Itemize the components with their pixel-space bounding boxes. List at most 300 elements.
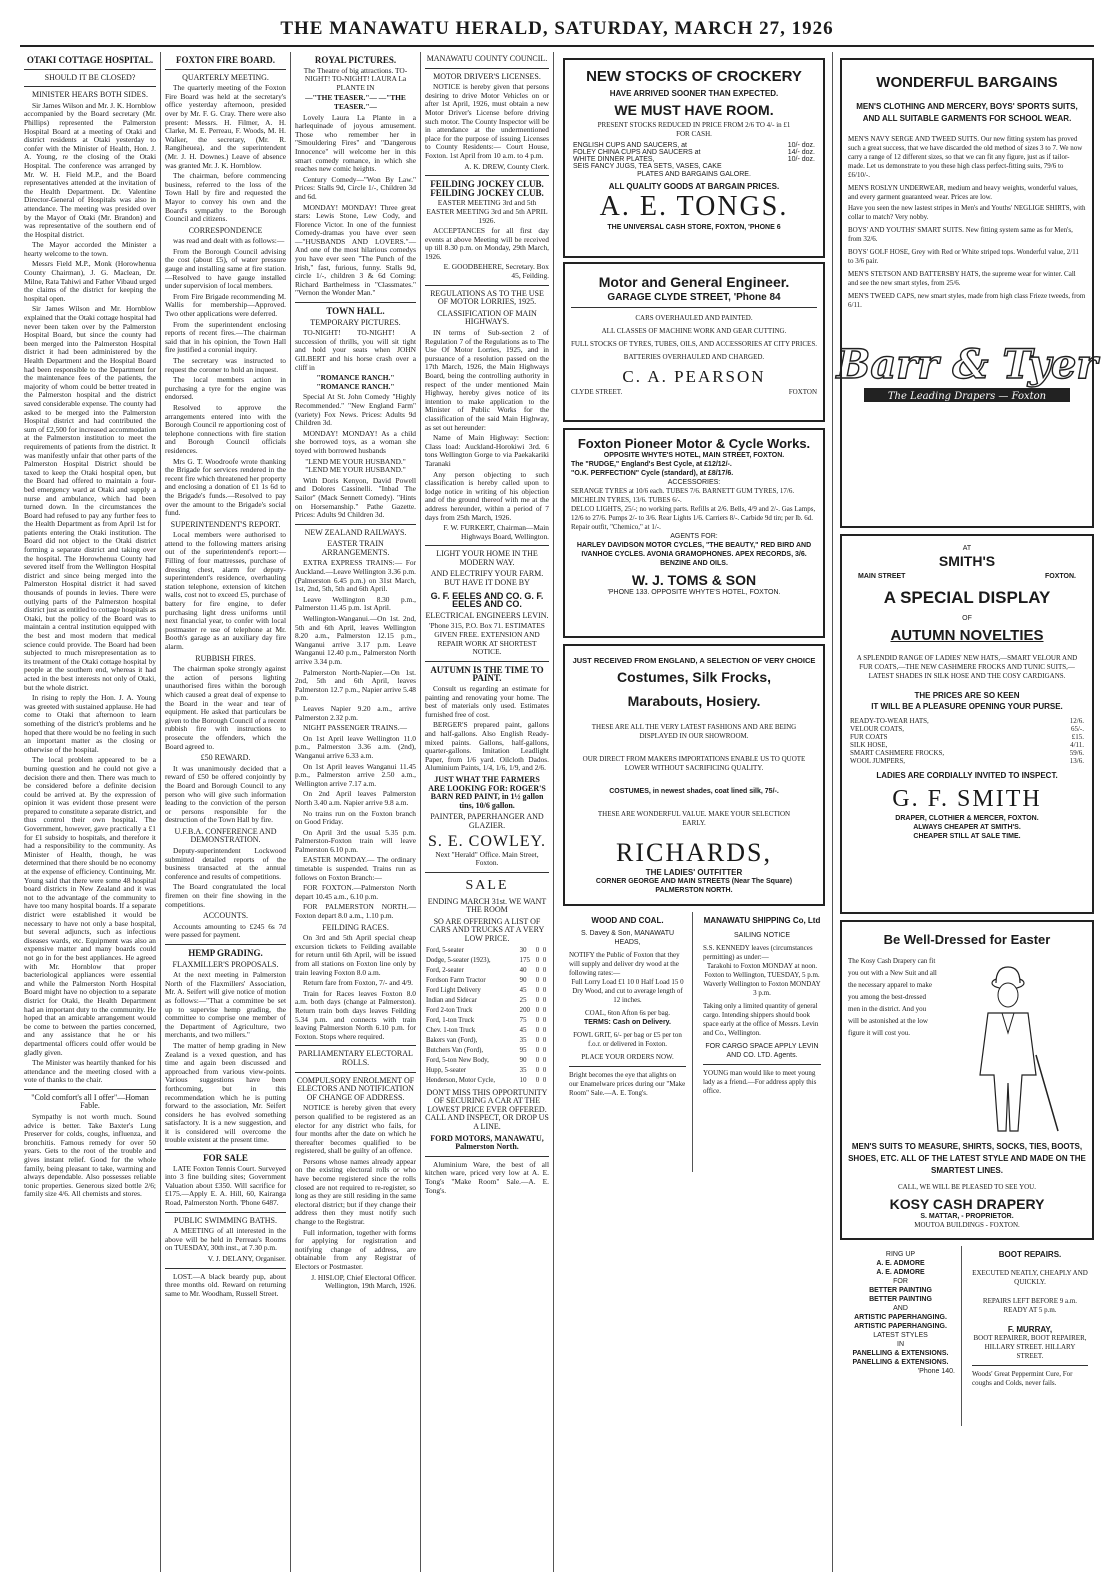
paragraph: FOR PALMERSTON NORTH.—Foxton depart 8.0 a.m., 1.10 p.m. <box>295 902 416 921</box>
ad-text: FULL STOCKS OF TYRES, TUBES, OILS, AND ACCESSORIES AT CITY PRICES. <box>571 340 817 348</box>
item-name: Bakers van (Ford), <box>426 1036 478 1044</box>
ad-text: MEN'S NAVY SERGE AND TWEED SUITS. Our new fitting system has proved such a great success, that we have discarded the old method of sizes 3 to 7. We now carry a range of 12 different sizes, so that we can fit any figure, just as if tailor-made. Let us demonstrate to you these high class perfect-fitting suits, 79/6 to £6/10/-. <box>848 135 1083 179</box>
ad-footer: S. MATTAR, - PROPRIETOR. <box>920 1213 1014 1220</box>
ad-text: HARLEY DAVIDSON MOTOR CYCLES, "THE BEAUTY," RED BIRD AND IVANHOE CYCLES. AVONIA GRAMOPHONES. APEX RECORDS, 3/6. BENZINE AND OILS. <box>576 542 812 567</box>
ad-text: 'Phone 315, P.O. Box 71. ESTIMATES GIVEN FREE. EXTENSION AND REPAIR WORK AT SHORTEST NOTICE. <box>429 621 545 657</box>
ad-heading: A SPECIAL DISPLAY <box>883 588 1051 607</box>
paragraph: EXTRA EXPRESS TRAINS:— For Auckland.—Leave Wellington 3.36 p.m. (Palmerston 6.45 p.m.) on 31st March, 1st, 2nd, 5th, 5th and 6th April. <box>295 558 416 594</box>
ad-text: FOWL GRIT, 6/- per bag or £5 per ton f.o.r. or delivered in Foxton. <box>573 1031 682 1048</box>
article-subtitle: CLASSIFICATION OF MAIN HIGHWAYS. <box>437 308 537 327</box>
paragraph: NIGHT PASSENGER TRAINS.— <box>303 723 407 733</box>
article-title: FEILDING JOCKEY CLUB. FEILDING JOCKEY CLUB. <box>430 179 544 198</box>
section-heading: U.F.B.A. CONFERENCE AND DEMONSTRATION. <box>174 826 277 845</box>
ad-name: RICHARDS, <box>616 838 772 867</box>
item-price: 45 <box>519 1026 527 1034</box>
ad-heading: AUTUMN NOVELTIES <box>890 627 1044 644</box>
paragraph: The chairman, before commencing business, referred to the loss of the Town Hall by fire and requested the Mayor to convey his own and the Board's sympathy to the Borough Council and citizens. <box>165 171 286 224</box>
item-price: 14/- doz. <box>787 149 815 156</box>
paragraph: From Fire Brigade recommending M. Wallis for membership—Approved. Two other applications were deferred. <box>165 291 286 319</box>
item-name: WOOL JUMPERS, <box>850 757 905 765</box>
car-row <box>425 1036 549 1046</box>
item-price: 0 <box>535 1026 540 1034</box>
ad-text: Have you seen the new lastest stripes in Men's and Youths' NEGLIGE SHIRTS, with collar to match? Very nobby. <box>848 204 1086 221</box>
section-heading: FEILDING RACES. <box>322 922 389 932</box>
paragraph: The quarterly meeting of the Foxton Fire Board was held at the secretary's office yesterday afternoon, presided over by Mr. F. G. Cray. There were also present: Messrs. H. Filmer, A. H. Clarke, M. E. Perreau, F. Woods, M. H. Walker, the secretary, (Mr. R. Rangiheuea), and the superintendent (Mr. J. H. Downes.) Leave of absence was granted Mr. J. K. Hornblow. <box>165 83 286 170</box>
logo-lettering: Barr & Tyer <box>836 341 1098 388</box>
item-price: 0 <box>542 1076 547 1084</box>
article-subtitle: FLAXMILLER'S PROPOSALS. <box>172 959 279 969</box>
item-price: 0 <box>535 1076 540 1084</box>
car-row <box>425 1076 549 1086</box>
paragraph: Wellington-Wanganui.—On 1st. 2nd, 5th and 6th April, leaves Wellington 8.20 a.m., Palmerston 12.15 p.m., Wanganui arrive 3.17 p.m. Leave Wanganui 12.40 p.m., Palmerston North arrive 3.34 p.m. <box>295 614 416 666</box>
paragraph: Sir James Wilson and Mr. Hornblow explained that the Otaki cottage hospital had never been taken over by the Palmerston Hospital Board, but since the county had been merged into the Palmerston Hospital district it had been administered by the Health Department and the Hospital Board had been responsible to the Department for the maintenance fees of the patients, the majority of whom could be better treated in the Palmerston hospital and the district saved considerable expense. The county had asked to be merged into the Palmerston Hospital district and had contributed the sum of £2,500 for increased accommodation at the Palmerston institution to meet the requirements of patients from the district. It was manifestly unfair that other parts of the Palmerston Hospital District should be taxed to keep the Otaki hospital open, but the Board had offered to maintain a four-bed emergency ward at Otaki and supply a nurse and ambulance, which had been turned down. In the circumstances the Board had refused to pay any further fees to the Health Department as from April 1st for patients entering the Otaki institution. The Board did not object to the Otaki district forming a separate district and taking over the hospital. The Horowhenua County had severed itself from the Wellington Hospital district and since being merged into the Palmerston Hospital district it had saved thousands of pounds in levies. There were outlying parts of the Palmerston hospital district just as entitled to cottage hospitals as Otaki, but the policy of the Board was to maintain a central institution equipped with the best and most modern that medical science could provide. The Board had been subjected to much misrepresentation as to its treatment of the Otaki cottage hospital by people at the southern end, whereas it had acted in the best interests not only of Otaki, but the whole district. <box>24 304 156 692</box>
ad-text: PANELLING & EXTENSIONS. <box>852 1350 949 1357</box>
item-name: Ford, 5-ton New Body, <box>426 1056 489 1064</box>
ad-name: SALE <box>465 877 509 893</box>
ad-text: BERGER'S prepared paint, gallons and half-gallons. Also English Ready-mixed paints. Gallons, half-gallons, quarter-gallons. Imitation Leadlight Paper, from 1/6 yard. Oilcloth Dados. Aluminium Paints, 1/4, 1/6, 1/9, and 2/6. <box>425 720 549 773</box>
ad-text: Dry Wood, and cut to average length of 12 inches. <box>572 987 683 1004</box>
item-price: 65/-. <box>1070 725 1084 733</box>
ad-text: OUR DIRECT FROM MAKERS IMPORTATIONS ENABLE US TO QUOTE LOWER WITHOUT SACRIFICING QUALITY. <box>582 755 806 772</box>
item-price: £15. <box>1071 733 1084 741</box>
ad-subtitle: THE LADIES' OUTFITTER <box>645 868 743 877</box>
section-heading: ACCOUNTS. <box>202 911 249 921</box>
paragraph: In rising to reply the Hon. J. A. Young was greeted with sustained applause. He had come to Otaki that afternoon to learn something of the district's problems and he hoped that there would be no feeling in such an important matter as the closing or otherwise of the hospital. <box>24 693 156 754</box>
ad-text: ALL CLASSES OF MACHINE WORK AND GEAR CUTTING. <box>601 327 787 335</box>
item-price: 0 <box>542 1036 547 1044</box>
ad-name: A. E. TONGS. <box>599 191 789 222</box>
ad-name: S. E. COWLEY. <box>427 832 547 850</box>
ad-text: THESE ARE ALL THE VERY LATEST FASHIONS AND ARE BEING DISPLAYED IN OUR SHOWROOM. <box>591 723 797 740</box>
section-heading: CORRESPONDENCE <box>188 225 263 235</box>
ad-heading: WONDERFUL BARGAINS <box>876 74 1058 91</box>
ad-text: Waverly Wellington to Foxton MONDAY 3 p.m. <box>703 980 821 997</box>
item-name: READY-TO-WEAR HATS, <box>850 717 929 725</box>
ad-text: ACCESSORIES: <box>667 479 721 486</box>
column-notices <box>425 52 549 1577</box>
gentleman-illustration <box>938 955 1078 1135</box>
item-name: SILK HOSE, <box>850 741 888 749</box>
ad-heading: ENDING MARCH 31st. WE WANT THE ROOM <box>427 896 547 915</box>
paragraph: Return fare from Foxton, 7/- and 4/9. <box>303 978 414 988</box>
ad-text: AND <box>893 1305 908 1312</box>
article-title: MANAWATU COUNTY COUNCIL. <box>426 54 548 63</box>
item-name: Ford, 5-seater <box>426 946 464 954</box>
item-price: 35 <box>519 1066 527 1074</box>
ad-text: Bright becomes the eye that alights on our Enamelware prices during our "Make Room" Sale.—A. E. Tong's. <box>569 1071 686 1097</box>
ad-text: BOYS' GOLF HOSE, Grey with Red or White striped tops. Wonderful value, 2/11 to 3/6 pair. <box>848 248 1079 265</box>
barr-tyer-logo <box>836 326 1098 416</box>
item-name: Indian and Sidecar <box>426 996 477 1004</box>
column-rule <box>160 52 161 1572</box>
item-price: 0 <box>535 976 540 984</box>
ad-footer: ALWAYS CHEAPER AT SMITH'S. <box>913 824 1021 831</box>
paragraph: Local members were authorised to attend to the following matters arising out of the superintendent's report:—Filling of four mattresses, purchase of dressing chest, alarm for deputy-superintendent's residence, overhauling station telephone, extension of kitchen walls, cost not to exceed £5, purchase of battery for fire engine, to defer purchasing light dress uniforms until next financial year, to confer with local postmaster re use of telephone at Mr. Booth's garage as an auxiliary day fire alarm. <box>165 530 286 651</box>
paragraph: With Doris Kenyon, David Powell and Dolores Cassinelli. "Inbad The Sailor" (Mack Sennett Comedy). "Hints on Horsemanship." Pathe Gazette. Prices: Adults 9d Children 3d. <box>295 475 416 520</box>
ad-text: YOUNG man would like to meet young lady as a friend.—For address apply this office. <box>703 1069 817 1095</box>
item-name: SEIS FANCY JUGS, TEA SETS, VASES, CAKE <box>573 163 722 170</box>
paragraph: NOTICE is hereby given that every person qualified to be registered as an elector for any district who fails, for four months after the date on which he thereafter becomes qualified to be registered, shall be guilty of an offence. <box>295 1103 416 1156</box>
paragraph: The local members action in purchasing a tyre for the engine was endorsed. <box>165 375 286 402</box>
item-price: 0 <box>542 1046 547 1054</box>
ad-heading: HAVE ARRIVED SOONER THAN EXPECTED. <box>609 89 779 98</box>
paragraph: Deputy-superintendent Lockwood submitted detailed reports of the business transacted at the annual conference and results of competitions. <box>165 846 286 881</box>
crockery-row <box>571 149 817 156</box>
item-price: 0 <box>535 966 540 974</box>
paragraph: Persons whose names already appear on the existing electoral rolls or who have become registered since the rolls closed are not required to re-register, so long as they are still residing in the same electoral district; but if they change their address then they must notify such change to the Registrar. <box>295 1156 416 1227</box>
paragraph: It was unanimously decided that a reward of £50 be offered conjointly by the Board and Borough Council to any person who will give such information leading to the conviction of the person or persons responsible for the destruction of the Town Hall by fire. <box>165 763 286 825</box>
ad-name: C. A. PEARSON <box>622 367 766 386</box>
ad-text: IT WILL BE A PLEASURE OPENING YOUR PURSE. <box>871 702 1063 711</box>
item-price: 0 <box>535 1036 540 1044</box>
item-name: Ford Light Delivery <box>426 986 481 994</box>
item-name: Hupp, 5-seater <box>426 1066 467 1074</box>
ad-footer: CHEAPER STILL AT SALE TIME. <box>913 833 1021 840</box>
ad-text: FOR <box>893 1278 908 1285</box>
ad-shipping <box>697 912 827 1172</box>
ad-text: S.S. KENNEDY leaves (circumstances permitting) as under:— <box>703 944 813 961</box>
ad-text: BETTER PAINTING <box>869 1287 932 1294</box>
column-rule <box>290 52 291 1572</box>
paragraph: Train for Races leaves Foxton 8.0 a.m. both days (change at Palmerston). Return train both days leaves Feilding 5.34 p.m. and connects with train leaving Palmerston North 6.10 p.m. for Foxton. Stops where required. <box>295 988 416 1041</box>
article-subtitle: MINISTER HEARS BOTH SIDES. <box>31 90 148 100</box>
ad-heading: BOOT REPAIRS. <box>998 1250 1062 1259</box>
ad-text: HILLARY STREET. HILLARY STREET. <box>984 1343 1076 1360</box>
signature: V. J. DELANY, Organiser. <box>207 1254 286 1263</box>
item-name: ENGLISH CUPS AND SAUCERS, at <box>573 142 687 149</box>
ad-text: BOYS' AND YOUTHS' SMART SUITS. New fitting system same as for Men's, from 32/6. <box>848 226 1073 243</box>
ad-heading: Be Well-Dressed for Easter <box>883 932 1051 947</box>
signature: A. K. DREW, County Clerk. <box>464 161 549 171</box>
item-price: 40 <box>519 966 527 974</box>
paragraph: was read and dealt with as follows:— <box>173 236 285 246</box>
paragraph: Messrs Field M.P., Monk (Horowhenua County Chairman), J. G. Maclean, Dr. Milne, Rata Tahiwi and Father Vibaud urged the claims of the district for keeping the hospital open. <box>24 259 156 303</box>
item-price: 10 <box>519 1076 527 1084</box>
paragraph: From the superintendent enclosing reports of recent fires.—The chairman said that in his opinion, the Town Hall fire justified a coronial inquiry. <box>165 319 286 355</box>
item-price: 90 <box>519 1056 527 1064</box>
car-row <box>425 946 549 956</box>
ad-footer: 'PHONE 133. OPPOSITE WHYTE'S HOTEL, FOXTON. <box>607 589 781 596</box>
item-name: Ford, 1-ton Truck <box>426 1016 475 1024</box>
ad-text: ARTISTIC PAPERHANGING. <box>854 1323 947 1330</box>
ad-text: LATEST STYLES <box>873 1332 928 1339</box>
item-price: 0 <box>542 1056 547 1064</box>
item-name: WHITE DINNER PLATES, <box>573 156 655 163</box>
ad-text: AT <box>962 545 972 552</box>
paragraph: Special At St. John Comedy "Highly Recommended." "New England Farm" (variety) Fox News. Prices: Adults 9d Children 3d. <box>295 392 416 428</box>
car-row <box>425 1006 549 1016</box>
ad-text: BETTER PAINTING <box>869 1296 932 1303</box>
car-row <box>425 976 549 986</box>
item-price: 175 <box>519 956 530 964</box>
ad-heading: NEW STOCKS OF CROCKERY <box>586 68 802 85</box>
article-subtitle: MOTOR DRIVER'S LICENSES. <box>433 71 541 81</box>
ad-text: BATTERIES OVERHAULED AND CHARGED. <box>623 353 765 361</box>
paragraph: ACCEPTANCES for all first day events at above Meeting will be received up till 8.30 p.m. on Monday, 29th March, 1926. <box>425 226 549 261</box>
ad-heading: ELECTRICAL ENGINEERS LEVIN. <box>425 610 549 620</box>
ad-heading: OPPOSITE WHYTE'S HOTEL, MAIN STREET, FOXTON. <box>603 452 785 459</box>
ad-name: G. F. EELES AND CO. G. F. EELES AND CO. <box>430 590 544 610</box>
item-price: 45 <box>519 986 527 994</box>
item-price: 95 <box>519 1046 527 1054</box>
ad-title: "Cold comfort's all I offer"—Homan Fable. <box>31 1092 149 1111</box>
item-price: 13/6. <box>1069 757 1084 765</box>
article-title: TOWN HALL. <box>326 306 385 317</box>
ad-text: PRESENT STOCKS REDUCED IN PRICE FROM 2/6 TO 4/- in £1 FOR CASH. <box>597 121 791 138</box>
ad-text: MEN'S SUITS TO MEASURE, SHIRTS, SOCKS, TIES, BOOTS, SHOES, ETC. ALL OF THE LATEST STYLE AND MADE ON THE SMARTEST LINES. <box>848 1142 1086 1175</box>
ad-admore <box>840 1246 962 1426</box>
item-name: Dodge, 5-seater (1923), <box>426 956 491 964</box>
ad-heading: JUST RECEIVED FROM ENGLAND, A SELECTION OF VERY CHOICE <box>572 656 816 665</box>
car-row <box>425 966 549 976</box>
ad-kosy-drapery <box>840 920 1094 1240</box>
ad-heading: Marabouts, Hosiery. <box>627 693 761 709</box>
ad-footer: CLYDE STREET. <box>571 388 623 396</box>
paragraph: Century Comedy—"Won By Law." Prices: Stalls 9d, Circle 1/-, Children 3d and 6d. <box>295 174 416 201</box>
crockery-row <box>571 156 817 163</box>
item-price: 90 <box>519 976 527 984</box>
paragraph: Any person objecting to such classification is hereby called upon to lodge notice in writing of his objection and of the ground thereof with me at the address hereunder, within a period of 7 days from 25th March, 1926. <box>425 469 549 522</box>
ad-wonderful-bargains <box>836 58 1098 528</box>
ad-text: RING UP <box>885 1251 916 1258</box>
signature: J. HISLOP, Chief Electoral Officer. Wellington, 19th March, 1926. <box>311 1272 416 1291</box>
item-price: 4/11. <box>1070 741 1084 749</box>
article-title: ROYAL PICTURES. <box>314 55 397 65</box>
classified-heading: PUBLIC SWIMMING BATHS. <box>174 1215 277 1225</box>
item-price: 0 <box>542 986 547 994</box>
car-row <box>425 1046 549 1056</box>
feature-title: "LEND ME YOUR HUSBAND." "LEND ME YOUR HUSBAND." <box>305 456 406 475</box>
cars-table <box>425 946 549 1086</box>
ad-text: PLACE YOUR ORDERS NOW. <box>581 1053 674 1061</box>
item-price: 0 <box>535 946 540 954</box>
ad-name: F. MURRAY, <box>1007 1325 1053 1334</box>
ad-heading: Foxton Pioneer Motor & Cycle Works. <box>577 436 811 451</box>
ad-heading: GARAGE CLYDE STREET, 'Phone 84 <box>607 292 781 303</box>
ad-text: Foxton to Wellington, TUESDAY, 5 p.m. <box>704 971 820 979</box>
price-row <box>848 749 1086 757</box>
column-rule <box>420 52 421 1572</box>
signature: E. GOODBEHERE, Secretary. Box 45, Feilding. <box>443 262 549 281</box>
ad-text: Aluminium Ware, the best of all kitchen ware, priced very low at A. E. Tong's "Make Room" Sale.—A. E. Tong's. <box>425 1159 549 1195</box>
section-heading: £50 REWARD. <box>200 753 251 763</box>
paragraph: IN terms of Sub-section 2 of Regulation 7 of the Regulations as to The Use Of Motor Lorries, 1925, and in pursuance of a resolution passed on the 17th March, 1926, the Main Highways Board, being the controlling authority in respect of the under mentioned Main Highway, hereby gives notice of its intention to make application to the Minister of Public Works for the classification of the said Main Highway, as set out hereunder: <box>425 328 549 432</box>
ad-text: TERMS: Cash on Delivery. <box>583 1019 671 1026</box>
feature-title: "ROMANCE RANCH." "ROMANCE RANCH." <box>316 373 395 391</box>
ad-footer: MOUTOA BUILDINGS - FOXTON. <box>914 1221 1020 1229</box>
item-price: 0 <box>542 996 547 1004</box>
paragraph: Lovely Laura La Plante in a harlequinade of joyous amusement. Those who remember her in "Smouldering Fires" and "Dangerous Innocence" will welcome her in this smart comedy romance, in which she reaches new comic heights. <box>295 112 416 174</box>
item-price: 0 <box>535 1006 540 1014</box>
ad-heading: JUST WHAT THE FARMERS ARE LOOKING FOR: ROGER'S BARN RED PAINT, in 1½ gallon tins, 10/6 gallon. <box>428 774 546 810</box>
article-title: PARLIAMENTARY ELECTORAL ROLLS. <box>298 1049 413 1067</box>
item-price: 0 <box>542 956 547 964</box>
paragraph: The Minister was heartily thanked for his attendance and the meeting closed with a vote of thanks to the chair. <box>24 1058 156 1085</box>
ad-text: EXECUTED NEATLY, CHEAPLY AND QUICKLY. <box>972 1269 1088 1286</box>
ad-heading: WE MUST HAVE ROOM. <box>614 102 774 118</box>
ad-text: REPAIRS LEFT BEFORE 9 a.m. READY AT 5 p.m. <box>982 1297 1078 1314</box>
logo-tagline: The Leading Drapers — Foxton <box>887 391 1047 402</box>
ad-text: CALL, WE WILL BE PLEASED TO SEE YOU. <box>898 1183 1036 1191</box>
item-name: FOLEY CHINA CUPS AND SAUCERS at <box>573 149 701 156</box>
car-row <box>425 1056 549 1066</box>
paragraph: Accounts amounting to £245 6s 7d were passed for payment. <box>165 921 286 940</box>
item-name: Ford, 2-seater <box>426 966 464 974</box>
paragraph: On 3rd and 5th April special cheap excursion tickets to Feilding available for return until 6th April, will be issued from all stations on Foxton line only by train leaving Foxton 8.0 a.m. <box>295 933 416 977</box>
paragraph: On April 3rd the usual 5.35 p.m. Palmerston-Foxton train will leave Palmerston 6.10 p.m. <box>295 827 416 854</box>
item-price: 35 <box>519 1036 527 1044</box>
paragraph: At the next meeting in Palmerston North of the Flaxmillers' Association, Mr. A. Seifert will give notice of motion as follows:—"That a committee be set up to supervise hemp grading, the committee to comprise one member of the Department of Agriculture, two merchants, and two millers." <box>165 970 286 1040</box>
ad-heading: AND ELECTRIFY YOUR FARM. BUT HAVE IT DONE BY <box>430 569 544 588</box>
paragraph: Full information, together with forms for applying for registration and notifying change of address, are obtainable from any Registrar of Electors or Postmaster. <box>295 1227 416 1271</box>
ad-heading: PAINTER, PAPERHANGER AND GLAZIER. <box>430 812 544 830</box>
ad-text: FOR CARGO SPACE APPLY LEVIN AND CO. LTD. Agents. <box>705 1043 819 1059</box>
item-price: 0 <box>542 946 547 954</box>
ad-wood-coal <box>563 912 693 1172</box>
item-name: Butchers Van (Ford), <box>426 1046 484 1054</box>
item-price: 0 <box>542 1026 547 1034</box>
ad-text: The Kosy Cash Drapery can fit you out with a New Suit and all the necessary apparel to make you among the best-dressed men in the district. And you will be astonished at the low figure it will cost you. <box>848 957 937 1037</box>
suit <box>980 1013 1036 1131</box>
ad-text: "O.K. PERFECTION" Cycle (standard), at £8/17/6. <box>571 470 734 477</box>
ad-footer: DRAPER, CLOTHIER & MERCER, FOXTON. <box>895 815 1039 822</box>
ad-name: SMITH'S <box>938 553 996 569</box>
car-row <box>425 986 549 996</box>
paragraph: Leave Wellington 8.30 p.m., Palmerston 11.45 p.m. 1st April. <box>295 594 416 613</box>
ad-text: COSTUMES, in newest shades, coat lined silk, 75/-. <box>609 788 779 795</box>
ad-cycle-works <box>563 428 825 638</box>
item-price: 0 <box>542 1016 547 1024</box>
ad-footer: FOXTON <box>788 388 817 396</box>
ad-text: NOTIFY the Public of Foxton that they will supply and deliver dry wood at the following rates:— <box>569 951 680 977</box>
item-price: 0 <box>535 1066 540 1074</box>
ad-text: FOXTON. <box>1045 573 1076 580</box>
item-price: 59/6. <box>1069 749 1084 757</box>
paragraph: MONDAY! MONDAY! Three great stars: Lewis Stone, Lew Cody, and Florence Victor. In one of the funniest Comedy-dramas you have ever seen —"HUSBANDS AND LOVERS."— And one of the most hilarious comedys you have ever seen "The Punch of the Irish," fast, furious, funny. Stalls 9d, circle 1/-, children 3 & 6d Coming: Richard Barthelmess in "Classmates." "Vernon the Wonder Man." <box>295 202 416 298</box>
highway-table: Name of Main Highway: Section: Class load: Auckland-Horokiwi 3rd. 6 tons Wellington Gorge to via Paekakariki Taranaki <box>425 433 549 468</box>
ad-text: LADIES ARE CORDIALLY INVITED TO INSPECT. <box>876 771 1058 780</box>
car-row <box>425 1026 549 1036</box>
ad-heading: WOOD AND COAL. <box>591 916 664 925</box>
item-name: Henderson, Motor Cycle, <box>426 1076 496 1084</box>
ad-footer: 'Phone 140. <box>917 1368 955 1375</box>
item-name: Chev. 1-ton Truck <box>426 1026 476 1034</box>
ad-text: Consult us regarding an estimate for painting and renovating your home. The best of materials only used. Estimates furnished free of cost. <box>425 684 549 719</box>
article-title: FOXTON FIRE BOARD. <box>175 55 276 65</box>
item-price: 12/6. <box>1069 717 1084 725</box>
paragraph: From the Borough Council advising the cost (about £5), of water pressure gauge and installing same at fire station.—Resolved to have gauge installed under supervision of local members. <box>165 246 286 291</box>
item-price: 30 <box>519 946 527 954</box>
ad-text: THE PRICES ARE SO KEEN <box>914 691 1020 700</box>
paragraph: The chairman spoke strongly against the action of persons lighting unauthorised fires within the borough which caused a great deal of expense to the Board in the wear and tear of equipment. He asked that particulars be given to the Borough Council of a recent rubbish fire with instructions to prosecute the offenders, which the Board agreed to. <box>165 664 286 751</box>
price-row <box>848 741 1086 749</box>
item-price: 0 <box>535 996 540 1004</box>
paragraph: The secretary was instructed to request the coroner to hold an inquest. <box>165 356 286 374</box>
item-price: 0 <box>535 1046 540 1054</box>
signature: F. W. FURKERT, Chairman—Main Highways Board, Wellington. <box>443 523 549 541</box>
ad-text: ARTISTIC PAPERHANGING. <box>854 1314 947 1321</box>
column-rule <box>553 52 554 1572</box>
paragraph: Leaves Napier 9.20 a.m., arrive Palmerston 2.32 p.m. <box>295 703 416 722</box>
item-price: 0 <box>535 1016 540 1024</box>
item-name: Ford 2-ton Truck <box>426 1006 473 1014</box>
car-row <box>425 996 549 1006</box>
head <box>998 983 1018 1007</box>
ad-heading: AUTUMN IS THE TIME TO PAINT. <box>430 664 544 684</box>
ad-name: KOSY CASH DRAPERY <box>889 1196 1045 1212</box>
ad-name: A. E. ADMORE <box>876 1269 925 1276</box>
item-price: 0 <box>535 956 540 964</box>
item-price: 10/- doz. <box>787 156 815 163</box>
ad-boot-repairs <box>966 1246 1094 1426</box>
masthead: THE MANAWATU HERALD, SATURDAY, MARCH 27, 1926 <box>280 18 834 39</box>
ad-text: PANELLING & EXTENSIONS. <box>852 1359 949 1366</box>
ad-heading: DON'T MISS THIS OPPORTUNITY OF SECURING A CAR AT THE LOWEST PRICE EVER OFFERED. CALL AND INSPECT, OR DROP US A LINE. <box>425 1087 549 1132</box>
ad-text: CARS OVERHAULED AND PAINTED. <box>635 314 753 322</box>
article-title: NEW ZEALAND RAILWAYS. <box>304 527 407 537</box>
ad-text: ALL QUALITY GOODS AT BARGAIN PRICES. <box>608 182 780 191</box>
article-title: OTAKI COTTAGE HOSPITAL. <box>26 55 154 65</box>
item-price: 0 <box>542 1066 547 1074</box>
item-price: 75 <box>519 1016 527 1024</box>
column-otaki-hospital <box>24 52 156 1577</box>
ad-heading: MEN'S CLOTHING AND MERCERY, BOYS' SPORTS SUITS, AND ALL SUITABLE GARMENTS FOR SCHOOL WEAR. <box>856 102 1078 123</box>
article-subtitle: EASTER TRAIN ARRANGEMENTS. <box>321 539 390 557</box>
article-subtitle: SHOULD IT BE CLOSED? <box>44 72 136 82</box>
paragraph: The Board congratulated the local firemen on their fine showing in the competitions. <box>165 882 286 909</box>
ad-heading: SO ARE OFFERING A LIST OF CARS AND TRUCKS AT A VERY LOW PRICE. <box>429 916 545 944</box>
item-price: 10/- doz. <box>787 142 815 149</box>
paragraph: FOR FOXTON.—Palmerston North depart 10.45 a.m., 6.10 p.m. <box>295 883 416 901</box>
ad-text: Tarakohi to Foxton MONDAY at noon. <box>706 962 818 970</box>
paragraph: MONDAY! MONDAY! As a child she borrowed toys, as a woman she toyed with borrowed husbands <box>295 428 416 455</box>
paragraph: On 2nd April leaves Palmerston North 3.40 a.m. Napier arrive 9.8 a.m. <box>295 789 416 807</box>
item-price: 0 <box>542 1006 547 1014</box>
ad-text: Taking only a limited quantity of general cargo. Intending shippers should book space early at the office of Messrs. Levin and Co., Wellington. <box>703 1002 819 1037</box>
section-heading: RUBBISH FIRES. <box>195 653 256 663</box>
paragraph: EASTER MEETING 3rd and 5th EASTER MEETING 3rd and 5th APRIL 1926. <box>426 198 548 225</box>
classified: LATE Foxton Tennis Court. Surveyed into 3 fine building sites; Government Valuation about £350. Will sacrifice for £175.—Apply E. A. Hill, 60, Kairanga Road, Palmerston North. 'Phone 6487. <box>165 1163 286 1208</box>
crockery-row <box>571 163 817 170</box>
ad-text: BOOT REPAIRER, BOOT REPAIRER, <box>973 1334 1087 1342</box>
item-price: 0 <box>535 1056 540 1064</box>
price-row <box>848 717 1086 725</box>
smiths-price-list <box>848 717 1086 765</box>
ad-text: SERANGE TYRES at 10/6 each. TUBES 7/6. BARNETT GUM TYRES, 17/6. MICHELIN TYRES, 13/6. TUBES 6/-. <box>571 487 795 504</box>
car-row <box>425 956 549 966</box>
ad-name: W. J. TOMS & SON <box>631 572 757 588</box>
price-row <box>848 725 1086 733</box>
cane <box>1036 1055 1058 1131</box>
hat-crown <box>996 967 1020 983</box>
ad-heading: S. Davey & Son, MANAWATU HEADS, <box>580 930 675 946</box>
item-name: FUR COATS <box>850 733 888 741</box>
ad-name: G. F. SMITH <box>892 786 1042 812</box>
paragraph: EASTER MONDAY.— The ordinary timetable is suspended. Trains run as follows on Foxton Branch:— <box>295 855 416 882</box>
paragraph: The matter of hemp grading in New Zealand is a vexed question, and has time and again been discussed and approached from various view-points. Various suggestions have been forthcoming, but in this recommendation which he is putting forward to the association, Mr. Seifert considers he has evolved something satisfactory. It is a new suggestion, and it is considered will overcome the trouble existent at the present time. <box>165 1040 286 1145</box>
article-title: REGULATIONS AS TO THE USE OF MOTOR LORRIES, 1925. <box>430 288 544 307</box>
ad-crockery <box>563 58 825 258</box>
paragraph: Sir James Wilson and Mr. J. K. Hornblow accompanied by the Board secretary (Mr. Phillips) represented the Palmerston Hospital Board at a meeting of Otaki and district residents at Otaki yesterday to confer with the Minister of Health, Hon. J. A. Young, re the closing of the Otaki Hospital. The conference was arranged by Mr. W. H. Field M.P., and the Board representatives attended at the invitation of the Health Department. Dr. Valentine Director-General of Hospitals was also in attendance. The meeting was presided over by the Mayor of Otaki (Mr. Brandon) and was representative of the southern end of the Hospital district. <box>24 100 156 239</box>
ad-text: IN <box>897 1341 904 1348</box>
column-pictures-railways <box>295 52 416 1577</box>
ad-footer: CORNER GEORGE AND MAIN STREETS (Near The Square) PALMERSTON NORTH. <box>595 878 793 894</box>
item-price: 0 <box>542 966 547 974</box>
column-fire-board <box>165 52 286 1577</box>
ad-text: THESE ARE WONDERFUL VALUE. MAKE YOUR SELECTION EARLY. <box>597 810 791 827</box>
ad-text: The "RUDGE," England's Best Cycle, at £12/12/-. <box>571 461 732 468</box>
ad-heading: MANAWATU SHIPPING Co, Ltd <box>703 916 821 925</box>
